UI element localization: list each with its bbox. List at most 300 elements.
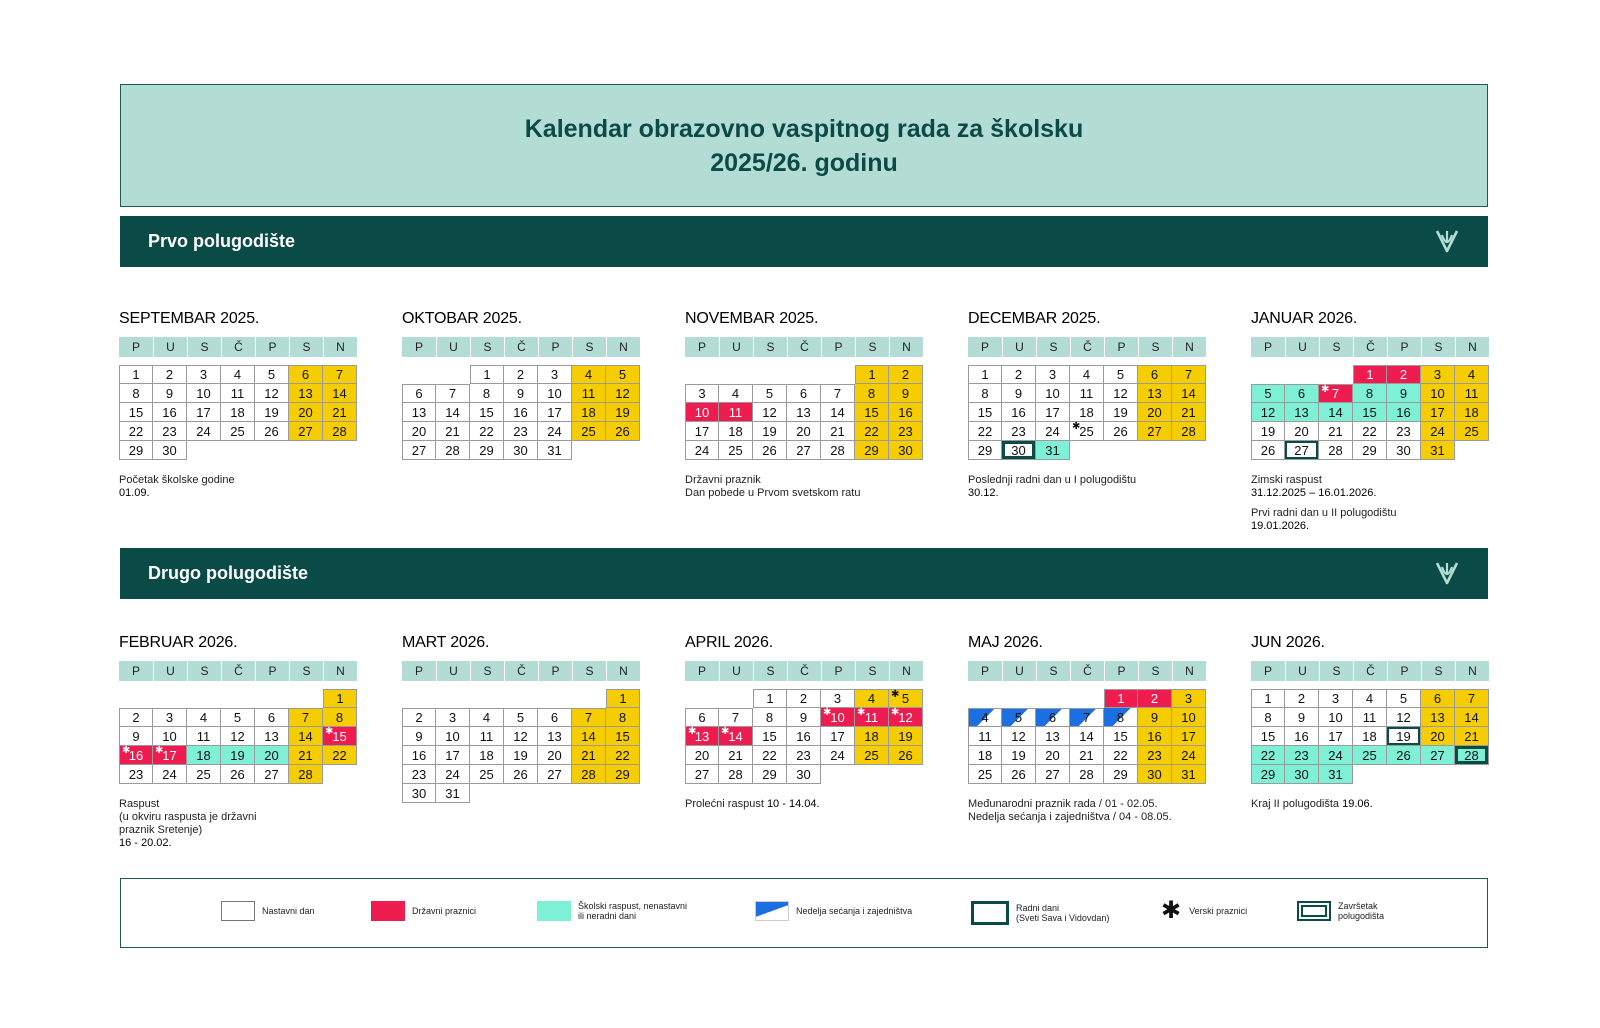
day-cell: ✱ 10 <box>821 708 855 727</box>
school-break-swatch <box>537 901 571 921</box>
month-title: MART 2026. <box>402 634 490 651</box>
day-cell: 24 <box>685 441 719 460</box>
month-title: FEBRUAR 2026. <box>119 634 238 651</box>
weekday-header: N <box>606 661 640 681</box>
day-cell: 9 <box>153 384 187 403</box>
school-shield-icon <box>1434 227 1460 257</box>
empty-day-cell <box>821 365 855 384</box>
month-title: JANUAR 2026. <box>1251 310 1358 327</box>
weekday-header: S <box>855 337 889 357</box>
note-line: Prolećni raspust <box>685 798 764 810</box>
day-cell: 26 <box>753 441 787 460</box>
day-cell: 15 <box>855 403 889 422</box>
day-cell: 12 <box>255 384 289 403</box>
day-cell: 13 <box>289 384 323 403</box>
day-cell: 5 <box>606 365 640 384</box>
day-cell: 14 <box>289 727 323 746</box>
weekday-header: P <box>821 661 855 681</box>
day-cell: 7 <box>572 708 606 727</box>
day-cell: 10 <box>1172 708 1206 727</box>
day-cell: 10 <box>685 403 719 422</box>
weekday-header: U <box>1002 337 1036 357</box>
legend-label: Radni dani <box>1016 903 1060 913</box>
day-cell: 20 <box>787 422 821 441</box>
day-cell: 23 <box>1002 422 1036 441</box>
header-gap <box>685 357 923 365</box>
day-cell: 21 <box>323 403 357 422</box>
day-cell: 29 <box>1251 765 1285 784</box>
day-cell: 22 <box>753 746 787 765</box>
day-cell: 14 <box>821 403 855 422</box>
day-cell: 5 <box>255 365 289 384</box>
empty-day-cell <box>572 689 606 708</box>
day-cell: 12 <box>504 727 538 746</box>
day-cell: 4 <box>572 365 606 384</box>
weekday-header: P <box>1251 661 1285 681</box>
day-cell: 10 <box>538 384 572 403</box>
day-cell: 16 <box>153 403 187 422</box>
day-cell: 21 <box>572 746 606 765</box>
day-cell: 9 <box>119 727 153 746</box>
day-cell: 19 <box>889 727 923 746</box>
day-cell: 13 <box>1285 403 1319 422</box>
weekday-header: S <box>1319 337 1353 357</box>
header-gap <box>119 357 357 365</box>
day-cell: 23 <box>504 422 538 441</box>
day-cell: 1 <box>855 365 889 384</box>
day-cell: 7 <box>1172 365 1206 384</box>
day-cell: 20 <box>538 746 572 765</box>
day-cell: 4 <box>1070 365 1104 384</box>
weekday-header: S <box>187 661 221 681</box>
day-cell: 17 <box>1319 727 1353 746</box>
day-cell: 30 <box>402 784 436 803</box>
empty-day-cell <box>1002 689 1036 708</box>
month-note <box>1251 507 1489 533</box>
day-cell: 1 <box>323 689 357 708</box>
legend-label: ili neradni dani <box>578 911 637 921</box>
header-gap <box>1251 357 1489 365</box>
weekday-header: Č <box>787 661 821 681</box>
day-cell: ✱ 25 <box>1070 422 1104 441</box>
month-grid <box>968 661 1206 784</box>
legend <box>120 878 1488 948</box>
weekday-header: S <box>470 661 504 681</box>
day-cell: 6 <box>685 708 719 727</box>
title-line-2: 2025/26. godinu <box>710 148 898 177</box>
empty-day-cell <box>787 365 821 384</box>
legend-label-group <box>578 901 687 921</box>
weekday-header: S <box>753 661 787 681</box>
legend-item-school-break <box>537 901 687 921</box>
day-cell: 23 <box>889 422 923 441</box>
day-cell: 5 <box>1251 384 1285 403</box>
day-cell: 12 <box>1002 727 1036 746</box>
day-cell: 16 <box>1387 403 1421 422</box>
day-cell: 22 <box>1251 746 1285 765</box>
note-date: 10 - 14.04. <box>766 798 820 810</box>
day-cell: 11 <box>968 727 1002 746</box>
weekday-header: S <box>753 337 787 357</box>
month-note <box>119 798 357 850</box>
day-cell: 1 <box>470 365 504 384</box>
month-calendar <box>685 633 923 818</box>
day-cell: 19 <box>255 403 289 422</box>
day-cell: 16 <box>787 727 821 746</box>
month-calendar <box>119 309 357 507</box>
month-notes <box>1251 798 1489 811</box>
day-cell: 1 <box>968 365 1002 384</box>
day-cell: 1 <box>119 365 153 384</box>
weekday-header: P <box>255 661 289 681</box>
day-cell: 19 <box>1387 727 1421 746</box>
weekday-header: S <box>1421 661 1455 681</box>
semester-bar-second <box>120 548 1488 599</box>
empty-day-cell <box>402 689 436 708</box>
legend-label: polugodišta <box>1338 911 1385 921</box>
weekday-header: N <box>1455 661 1489 681</box>
empty-day-cell <box>1319 365 1353 384</box>
day-cell: 27 <box>402 441 436 460</box>
weekday-header: S <box>1036 337 1070 357</box>
legend-item-remembrance-week <box>755 901 912 921</box>
day-cell: 8 <box>968 384 1002 403</box>
month-note <box>119 474 357 500</box>
day-cell: 30 <box>1138 765 1172 784</box>
weekday-header: N <box>889 661 923 681</box>
month-notes <box>685 474 923 500</box>
day-cell: 1 <box>1353 365 1387 384</box>
day-cell: 14 <box>1319 403 1353 422</box>
month-calendar <box>685 309 923 507</box>
day-cell: 15 <box>1353 403 1387 422</box>
header-gap <box>119 681 357 689</box>
day-cell: 2 <box>1002 365 1036 384</box>
empty-day-cell <box>1251 365 1285 384</box>
day-cell: 5 <box>753 384 787 403</box>
month-notes <box>119 474 357 500</box>
day-cell: 8 <box>1353 384 1387 403</box>
day-cell: 13 <box>402 403 436 422</box>
weekday-header: P <box>1387 661 1421 681</box>
weekday-header: P <box>685 661 719 681</box>
weekday-header: Č <box>1353 661 1387 681</box>
day-cell: ✱ 5 <box>889 689 923 708</box>
weekday-header: S <box>1138 661 1172 681</box>
empty-day-cell <box>719 365 753 384</box>
day-cell: 14 <box>323 384 357 403</box>
day-cell: 19 <box>1251 422 1285 441</box>
day-cell: 5 <box>221 708 255 727</box>
weekday-header: U <box>1285 337 1319 357</box>
note-line: Raspust <box>119 798 160 810</box>
day-cell: 19 <box>221 746 255 765</box>
day-cell: 21 <box>719 746 753 765</box>
day-cell: 3 <box>1421 365 1455 384</box>
day-cell: 30 <box>1002 441 1036 460</box>
day-cell: 10 <box>1319 708 1353 727</box>
weekday-header: U <box>719 661 753 681</box>
day-cell: 7 <box>1455 689 1489 708</box>
weekday-header: U <box>1285 661 1319 681</box>
weekday-header: S <box>1138 337 1172 357</box>
day-cell: 11 <box>187 727 221 746</box>
day-cell: 3 <box>1036 365 1070 384</box>
semester-bar-first <box>120 216 1488 267</box>
day-cell: 28 <box>436 441 470 460</box>
day-cell: 8 <box>1251 708 1285 727</box>
day-cell: 25 <box>221 422 255 441</box>
legend-item-state-holiday <box>371 901 476 921</box>
month-title: NOVEMBAR 2025. <box>685 310 819 327</box>
day-cell: 12 <box>1251 403 1285 422</box>
day-cell: 27 <box>1138 422 1172 441</box>
day-cell: 25 <box>470 765 504 784</box>
day-cell: 29 <box>968 441 1002 460</box>
school-shield-icon <box>1434 559 1460 589</box>
day-cell: 27 <box>289 422 323 441</box>
day-cell: 16 <box>402 746 436 765</box>
day-cell: 26 <box>1387 746 1421 765</box>
day-cell: 17 <box>187 403 221 422</box>
day-cell: 18 <box>1455 403 1489 422</box>
month-grid <box>685 337 923 460</box>
day-cell: 27 <box>787 441 821 460</box>
weekday-header: S <box>289 661 323 681</box>
day-cell: 6 <box>402 384 436 403</box>
day-cell: 3 <box>685 384 719 403</box>
day-cell: ✱ 16 <box>119 746 153 765</box>
day-cell: 21 <box>1070 746 1104 765</box>
weekday-header: Č <box>504 337 538 357</box>
day-cell: 28 <box>323 422 357 441</box>
day-cell: ✱ 12 <box>889 708 923 727</box>
day-cell: 13 <box>1036 727 1070 746</box>
month-calendar <box>1251 633 1489 818</box>
weekday-header: N <box>1172 661 1206 681</box>
note-line: Dan pobede u Prvom svetskom ratu <box>685 487 861 499</box>
note-line: Međunarodni praznik rada / 01 - 02.05. <box>968 798 1158 810</box>
day-cell: ✱ 7 <box>1319 384 1353 403</box>
day-cell: 7 <box>1070 708 1104 727</box>
day-cell: 23 <box>1138 746 1172 765</box>
day-cell: 7 <box>436 384 470 403</box>
day-cell: 13 <box>1421 708 1455 727</box>
day-cell: 4 <box>187 708 221 727</box>
day-cell: 10 <box>187 384 221 403</box>
day-cell: 31 <box>1319 765 1353 784</box>
day-cell: 15 <box>1251 727 1285 746</box>
legend-label-group <box>1338 901 1384 921</box>
empty-day-cell <box>436 365 470 384</box>
day-cell: 6 <box>787 384 821 403</box>
day-cell: 12 <box>606 384 640 403</box>
day-cell: 17 <box>436 746 470 765</box>
remembrance-week-swatch <box>755 901 789 921</box>
weekday-header: S <box>1319 661 1353 681</box>
day-cell: 4 <box>968 708 1002 727</box>
day-cell: 2 <box>402 708 436 727</box>
day-cell: 8 <box>119 384 153 403</box>
weekday-header: U <box>719 337 753 357</box>
day-cell: 28 <box>719 765 753 784</box>
month-grid <box>685 661 923 784</box>
day-cell: 6 <box>255 708 289 727</box>
day-cell: 21 <box>821 422 855 441</box>
weekday-header: U <box>1002 661 1036 681</box>
day-cell: 17 <box>685 422 719 441</box>
month-title: DECEMBAR 2025. <box>968 310 1101 327</box>
day-cell: 28 <box>1319 441 1353 460</box>
month-notes <box>1251 474 1489 533</box>
day-cell: 24 <box>1172 746 1206 765</box>
empty-day-cell <box>1070 689 1104 708</box>
day-cell: 2 <box>504 365 538 384</box>
empty-day-cell <box>719 689 753 708</box>
empty-day-cell <box>436 689 470 708</box>
weekday-header: P <box>1104 661 1138 681</box>
day-cell: 4 <box>719 384 753 403</box>
day-cell: 11 <box>1070 384 1104 403</box>
day-cell: 2 <box>119 708 153 727</box>
day-cell: 3 <box>1319 689 1353 708</box>
day-cell: 19 <box>753 422 787 441</box>
day-cell: 21 <box>1172 403 1206 422</box>
day-cell: 4 <box>855 689 889 708</box>
day-cell: 22 <box>119 422 153 441</box>
day-cell: 11 <box>1455 384 1489 403</box>
day-cell: 20 <box>1285 422 1319 441</box>
empty-day-cell <box>289 689 323 708</box>
day-cell: 9 <box>402 727 436 746</box>
day-cell: 12 <box>1387 708 1421 727</box>
day-cell: 27 <box>1036 765 1070 784</box>
day-cell: 24 <box>538 422 572 441</box>
month-note <box>685 798 923 811</box>
day-cell: 4 <box>470 708 504 727</box>
weekday-header: P <box>538 337 572 357</box>
day-cell: 5 <box>1002 708 1036 727</box>
day-cell: 27 <box>255 765 289 784</box>
day-cell: 10 <box>1036 384 1070 403</box>
month-calendar <box>1251 309 1489 540</box>
day-cell: 22 <box>1104 746 1138 765</box>
day-cell: 19 <box>1002 746 1036 765</box>
day-cell: 27 <box>538 765 572 784</box>
day-cell: 6 <box>289 365 323 384</box>
month-notes <box>685 798 923 811</box>
month-note <box>1251 474 1489 500</box>
note-date: 19.06. <box>1342 798 1373 810</box>
day-cell: 8 <box>855 384 889 403</box>
month-title: JUN 2026. <box>1251 634 1325 651</box>
day-cell: 23 <box>402 765 436 784</box>
day-cell: 25 <box>1455 422 1489 441</box>
day-cell: 2 <box>153 365 187 384</box>
legend-label: Nedelja sećanja i zajedništva <box>796 906 913 916</box>
day-cell: 14 <box>1172 384 1206 403</box>
day-cell: 12 <box>753 403 787 422</box>
note-line: Poslednji radni dan u I polugodištu <box>968 474 1137 486</box>
day-cell: 20 <box>255 746 289 765</box>
day-cell: 17 <box>1036 403 1070 422</box>
month-note <box>968 474 1206 500</box>
day-cell: 13 <box>787 403 821 422</box>
weekday-header: Č <box>504 661 538 681</box>
day-cell: 18 <box>187 746 221 765</box>
day-cell: 11 <box>470 727 504 746</box>
weekday-header: Č <box>787 337 821 357</box>
weekday-header: Č <box>1353 337 1387 357</box>
day-cell: 29 <box>606 765 640 784</box>
empty-day-cell <box>685 365 719 384</box>
legend-label: (Sveti Sava i Vidovdan) <box>1016 913 1110 923</box>
day-cell: 20 <box>1036 746 1070 765</box>
weekday-header: U <box>436 337 470 357</box>
legend-label: Završetak <box>1338 901 1378 911</box>
note-line: Prvi radni dan u II polugodištu <box>1251 507 1397 519</box>
day-cell: 16 <box>1138 727 1172 746</box>
note-line: Zimski raspust <box>1251 474 1322 486</box>
note-date: 19.01.2026. <box>1251 520 1310 532</box>
day-cell: ✱ 13 <box>685 727 719 746</box>
day-cell: 23 <box>119 765 153 784</box>
title-line-1: Kalendar obrazovno vaspitnog rada za školsku <box>524 114 1084 143</box>
month-grid <box>402 337 640 460</box>
day-cell: 30 <box>504 441 538 460</box>
month-grid <box>119 661 357 784</box>
weekday-header: N <box>889 337 923 357</box>
month-notes <box>968 474 1206 500</box>
weekday-header: P <box>255 337 289 357</box>
day-cell: 26 <box>1002 765 1036 784</box>
day-cell: 25 <box>968 765 1002 784</box>
day-cell: 20 <box>289 403 323 422</box>
legend-item-semester-end <box>1297 901 1384 921</box>
empty-day-cell <box>685 689 719 708</box>
day-cell: 10 <box>153 727 187 746</box>
day-cell: 9 <box>504 384 538 403</box>
day-cell: 28 <box>821 441 855 460</box>
legend-label: Nastavni dan <box>262 906 315 916</box>
day-cell: 21 <box>1319 422 1353 441</box>
day-cell: 4 <box>221 365 255 384</box>
legend-item-teaching-day <box>221 901 315 921</box>
empty-day-cell <box>402 365 436 384</box>
day-cell: 30 <box>889 441 923 460</box>
day-cell: 19 <box>504 746 538 765</box>
day-cell: 22 <box>470 422 504 441</box>
day-cell: 9 <box>787 708 821 727</box>
title-banner <box>120 84 1488 207</box>
day-cell: 16 <box>1285 727 1319 746</box>
day-cell: 17 <box>1172 727 1206 746</box>
day-cell: 24 <box>1421 422 1455 441</box>
day-cell: 14 <box>1070 727 1104 746</box>
empty-day-cell <box>538 689 572 708</box>
day-cell: 3 <box>187 365 221 384</box>
day-cell: 23 <box>153 422 187 441</box>
day-cell: 6 <box>1036 708 1070 727</box>
note-line: (u okviru raspusta je državni <box>119 811 257 823</box>
month-title: OKTOBAR 2025. <box>402 310 522 327</box>
day-cell: 30 <box>1285 765 1319 784</box>
day-cell: 18 <box>1353 727 1387 746</box>
day-cell: 31 <box>538 441 572 460</box>
empty-day-cell <box>255 689 289 708</box>
day-cell: 29 <box>1353 441 1387 460</box>
day-cell: 28 <box>1172 422 1206 441</box>
